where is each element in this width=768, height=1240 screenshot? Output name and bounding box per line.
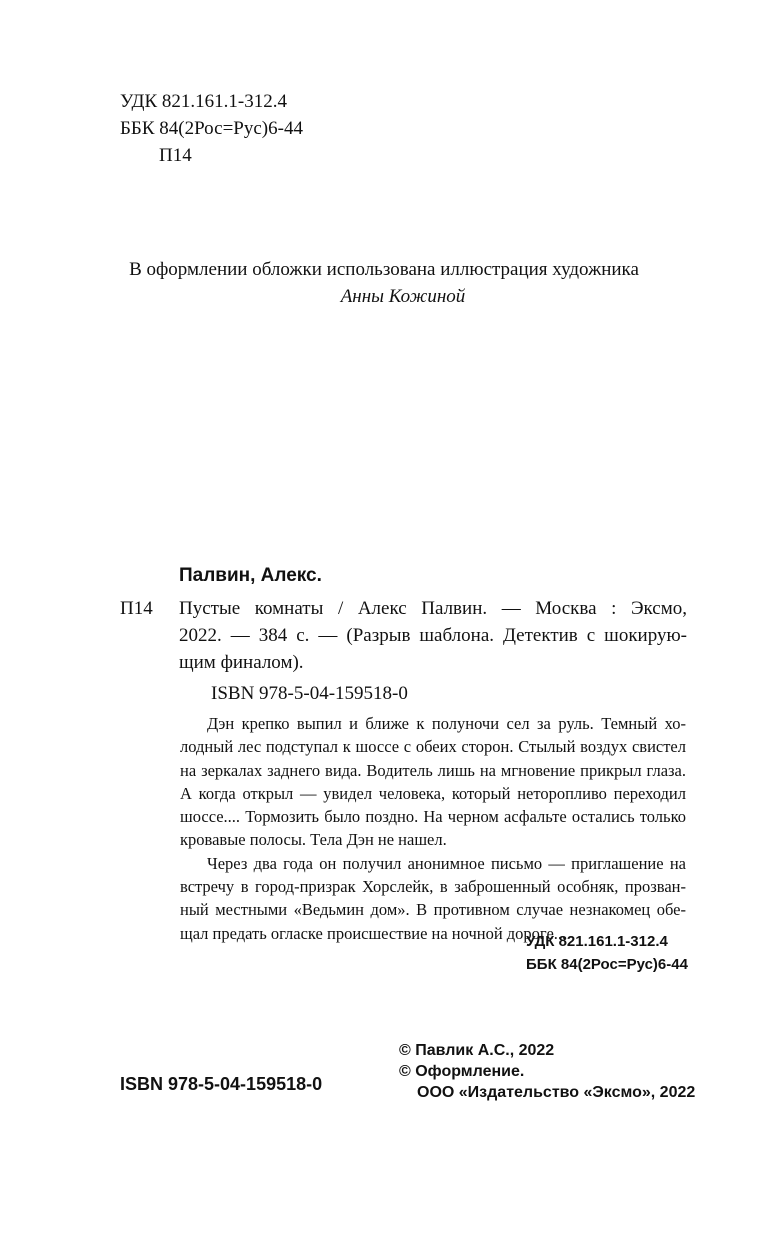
illustration-credit: [0, 256, 768, 310]
udk-code-right: УДК 821.161.1-312.4: [526, 933, 668, 950]
udk-code: УДК 821.161.1-312.4: [120, 91, 287, 112]
annotation-line: Через два года он получил анонимное письмо — приглашение на: [207, 853, 686, 873]
annotation-line: щал предать огласке происшествие на ночной дороге...: [180, 923, 567, 943]
annotation: [180, 712, 686, 945]
annotation-line: кровавые полосы. Тела Дэн не нашел.: [180, 830, 447, 850]
illustration-credit-line: В оформлении обложки использована иллюстрация художника: [129, 259, 639, 280]
classification-codes-top: [120, 88, 303, 169]
annotation-line: встречу в город-призрак Хорслейк, в заброшенный особняк, прозван-: [180, 877, 686, 897]
description-line: Пустые комнаты / Алекс Палвин. — Москва : Эксмо,: [179, 598, 687, 619]
annotation-line: ный местными «Ведьмин дом». В противном случае незнакомец обе-: [180, 900, 686, 920]
copyright-author: © Павлик А.С., 2022: [399, 1042, 555, 1059]
annotation-line: лодный лес подступал к шоссе с обеих сторон. Стылый воздух свистел: [180, 737, 686, 757]
description-line: 2022. — 384 с. — (Разрыв шаблона. Детектив с шокирую-: [179, 625, 687, 646]
description-line: щим финалом).: [179, 652, 304, 673]
annotation-line: на зеркалах заднего вида. Водитель лишь на мгновение прикрыл глаза.: [180, 760, 686, 780]
author-heading: Палвин, Алекс.: [179, 565, 322, 586]
copyright-design: © Оформление.: [399, 1063, 525, 1080]
classification-codes-right: [526, 930, 688, 976]
annotation-line: Дэн крепко выпил и ближе к полуночи сел за руль. Темный хо-: [207, 714, 686, 733]
bibliographic-code: П14: [120, 598, 153, 619]
copyright-block: [399, 1040, 695, 1103]
annotation-line: А когда открыл — увидел человека, который неторопливо переходил: [180, 783, 686, 803]
isbn-bottom: ISBN 978-5-04-159518-0: [120, 1074, 323, 1094]
isbn-description: ISBN 978-5-04-159518-0: [211, 683, 408, 704]
author-mark: П14: [159, 145, 192, 166]
bbk-code-right: ББК 84(2Рос=Рус)6-44: [526, 956, 688, 973]
bibliographic-description: [179, 595, 687, 676]
annotation-line: шоссе.... Тормозить было поздно. На черном асфальте остались только: [180, 807, 686, 827]
illustration-artist: Анны Кожиной: [340, 286, 466, 307]
copyright-publisher: ООО «Издательство «Эксмо», 2022: [417, 1084, 696, 1101]
bbk-code: ББК 84(2Рос=Рус)6-44: [120, 118, 303, 139]
